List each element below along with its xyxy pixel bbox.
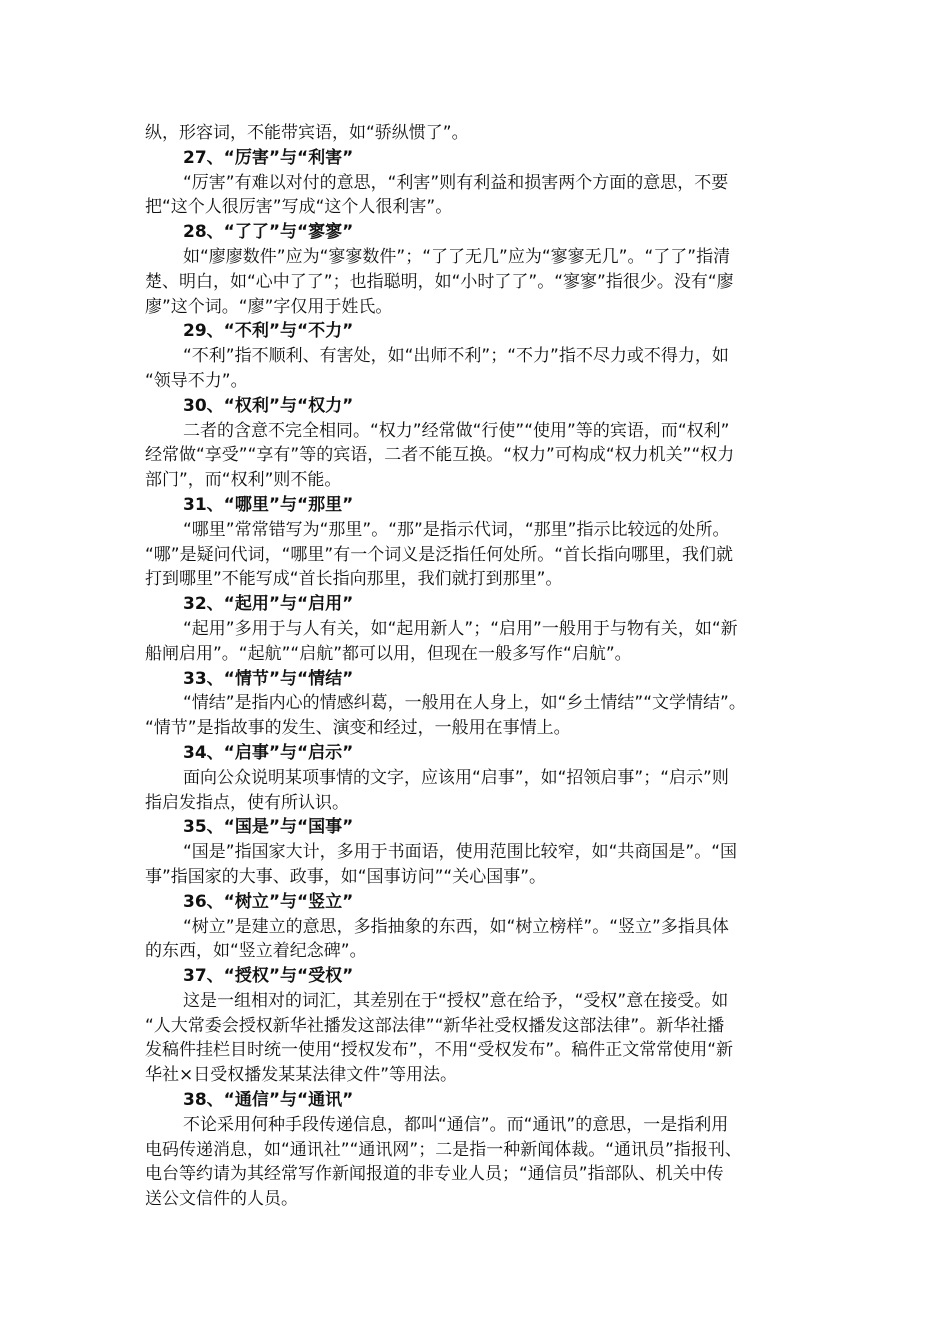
paragraph-line: 电台等约请为其经常写作新闻报道的非专业人员；“通信员”指部队、机关中传 — [145, 1164, 724, 1185]
paragraph-line: “人大常委会授权新华社播发这部法律”“新华社受权播发这部法律”。新华社播 — [145, 1015, 725, 1036]
paragraph-line: “哪”是疑问代词，“哪里”有一个词义是泛指任何处所。“首长指向哪里，我们就 — [145, 544, 734, 565]
section-heading: 38、“通信”与“通讯” — [183, 1090, 354, 1111]
paragraph-line: 送公文信件的人员。 — [145, 1189, 298, 1210]
paragraph-line: 华社×日受权播发某某法律文件”等用法。 — [145, 1065, 458, 1086]
paragraph-line: “树立”是建立的意思，多指抽象的东西，如“树立榜样”。“竖立”多指具体 — [183, 916, 729, 937]
paragraph-line: 把“这个人很厉害”写成“这个人很利害”。 — [145, 197, 453, 218]
paragraph-line: 部门”，而“权利”则不能。 — [145, 470, 342, 491]
paragraph-line: 电码传递消息，如“通讯社”“通讯网”；二是指一种新闻体裁。“通讯员”指报刊、 — [145, 1139, 742, 1160]
paragraph-line: 廖”这个词。“廖”字仅用于姓氏。 — [145, 296, 393, 317]
paragraph-line: “领导不力”。 — [145, 370, 248, 391]
paragraph-line: 不论采用何种手段传递信息，都叫“通信”。而“通讯”的意思，一是指利用 — [183, 1114, 729, 1135]
paragraph-line: 经常做“享受”“享有”等的宾语，二者不能互换。“权力”可构成“权力机关”“权力 — [145, 445, 735, 466]
paragraph-line: 纵，形容词，不能带宾语，如“骄纵惯了”。 — [145, 123, 469, 143]
section-heading: 28、“了了”与“寥寥” — [183, 222, 354, 243]
paragraph-line: 发稿件挂栏目时统一使用“授权发布”，不用“受权发布”。稿件正文常常使用“新 — [145, 1040, 734, 1061]
section-heading: 35、“国是”与“国事” — [183, 817, 354, 838]
section-heading: 36、“树立”与“竖立” — [183, 891, 354, 912]
document-page — [145, 121, 813, 1212]
paragraph-line: 二者的含意不完全相同。“权力”经常做“行使”“使用”等的宾语，而“权利” — [183, 420, 730, 441]
paragraph-line: 楚、明白，如“心中了了”；也指聪明，如“小时了了”。“寥寥”指很少。没有“廖 — [145, 271, 734, 292]
section-heading: 33、“情节”与“情结” — [183, 668, 354, 689]
paragraph-line: 这是一组相对的词汇，其差别在于“授权”意在给予，“受权”意在接受。如 — [183, 990, 729, 1011]
paragraph-line: 指启发指点，使有所认识。 — [145, 792, 349, 813]
paragraph-line: 事”指国家的大事、政事，如“国事访问”“关心国事”。 — [145, 866, 547, 887]
paragraph-line: “哪里”常常错写为“那里”。“那”是指示代词，“那里”指示比较远的处所。 — [183, 519, 730, 540]
section-heading: 31、“哪里”与“那里” — [183, 494, 354, 515]
paragraph-line: “情节”是指故事的发生、演变和经过，一般用在事情上。 — [145, 718, 571, 739]
paragraph-line: 如“廖廖数件”应为“寥寥数件”；“了了无几”应为“寥寥无几”。“了了”指清 — [183, 246, 731, 267]
paragraph-line: “国是”指国家大计，多用于书面语，使用范围比较窄，如“共商国是”。“国 — [183, 842, 738, 863]
paragraph-line: “不利”指不顺利、有害处，如“出师不利”；“不力”指不尽力或不得力，如 — [183, 346, 729, 367]
paragraph-line: “情结”是指内心的情感纠葛，一般用在人身上，如“乡土情结”“文学情结”。 — [183, 693, 746, 714]
section-heading: 29、“不利”与“不力” — [183, 321, 354, 342]
section-heading: 32、“起用”与“启用” — [183, 594, 354, 615]
paragraph-line: “厉害”有难以对付的意思，“利害”则有利益和损害两个方面的意思，不要 — [183, 172, 729, 193]
paragraph-line: 面向公众说明某项事情的文字，应该用“启事”，如“招领启事”；“启示”则 — [183, 767, 729, 788]
paragraph-line: 船闸启用”。“起航”“启航”都可以用，但现在一般多写作“启航”。 — [145, 643, 632, 664]
section-heading: 34、“启事”与“启示” — [183, 742, 354, 763]
paragraph-line: 的东西，如“竖立着纪念碑”。 — [145, 941, 367, 962]
section-heading: 27、“厉害”与“利害” — [183, 147, 354, 168]
paragraph-line: 打到哪里”不能写成“首长指向那里，我们就打到那里”。 — [145, 569, 563, 590]
section-heading: 37、“授权”与“受权” — [183, 966, 354, 987]
section-heading: 30、“权利”与“权力” — [183, 395, 354, 416]
paragraph-line: “起用”多用于与人有关，如“起用新人”；“启用”一般用于与物有关，如“新 — [183, 618, 738, 639]
